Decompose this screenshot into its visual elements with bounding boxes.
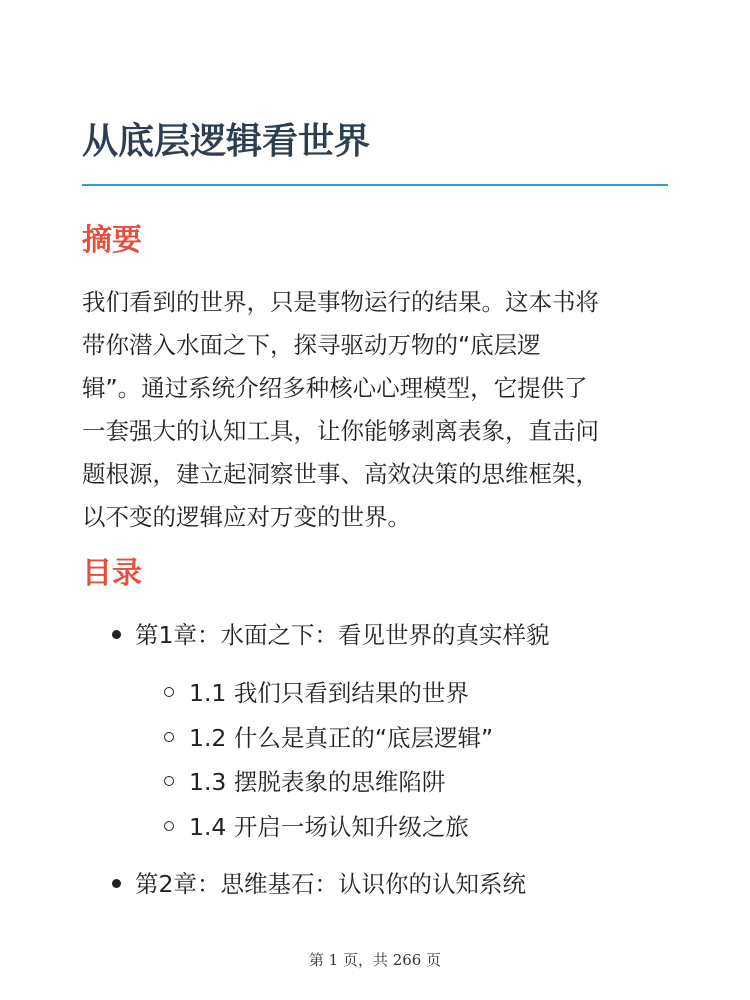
toc-heading: 目录 — [82, 556, 142, 591]
toc-section-label: 1.2 什么是真正的“底层逻辑” — [189, 724, 494, 752]
bullet-circle-icon — [164, 687, 174, 697]
toc-chapter-label: 第1章：水面之下：看见世界的真实样貌 — [135, 621, 550, 649]
toc-section-label: 1.1 我们只看到结果的世界 — [189, 679, 469, 707]
toc-chapter-2[interactable] — [135, 862, 526, 906]
abstract-line: 一套强大的认知工具，让你能够剥离表象，直击问 — [82, 417, 599, 445]
abstract-line: 我们看到的世界，只是事物运行的结果。这本书将 — [82, 288, 599, 316]
toc-section-label: 1.4 开启一场认知升级之旅 — [189, 813, 469, 841]
toc-section-1-3[interactable] — [189, 760, 445, 804]
abstract-line: 以不变的逻辑应对万变的世界。 — [82, 503, 411, 531]
abstract-line: 带你潜入水面之下，探寻驱动万物的“底层逻 — [82, 331, 541, 359]
abstract-line: 题根源，建立起洞察世事、高效决策的思维框架， — [82, 460, 599, 488]
toc-section-1-1[interactable] — [189, 671, 469, 715]
bullet-disc-icon — [112, 630, 121, 639]
toc-chapter-label: 第2章：思维基石：认识你的认知系统 — [135, 870, 526, 898]
document-title: 从底层逻辑看世界 — [82, 121, 371, 162]
abstract-heading: 摘要 — [82, 223, 142, 258]
page-footer: 第 1 页，共 266 页 — [308, 951, 442, 969]
bullet-circle-icon — [164, 821, 174, 831]
toc-section-1-4[interactable] — [189, 805, 469, 849]
toc-section-1-2[interactable] — [189, 716, 493, 760]
bullet-disc-icon — [112, 879, 121, 888]
bullet-circle-icon — [164, 776, 174, 786]
toc-chapter-1[interactable] — [135, 613, 549, 657]
bullet-circle-icon — [164, 732, 174, 742]
abstract-line: 辑”。通过系统介绍多种核心心理模型，它提供了 — [82, 374, 588, 402]
toc-section-label: 1.3 摆脱表象的思维陷阱 — [189, 768, 446, 796]
